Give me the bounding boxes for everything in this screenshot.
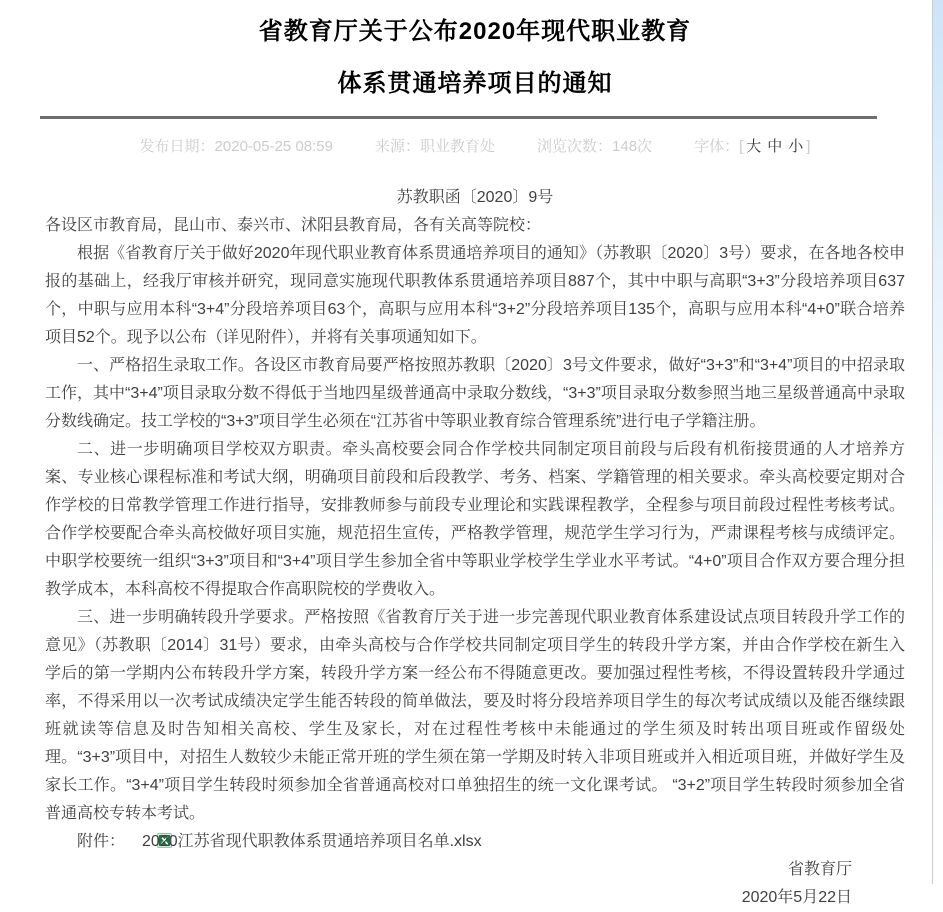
view-count xyxy=(537,135,652,156)
salutation: 各设区市教育局，昆山市、泰兴市、沭阳县教育局，各有关高等院校： xyxy=(45,217,542,234)
notice-title xyxy=(45,0,905,110)
signature-org: 省教育厅 xyxy=(787,861,852,878)
font-size-bracket-open: [ xyxy=(739,138,744,155)
title-line-1: 省教育厅关于公布2020年现代职业教育 xyxy=(258,18,692,45)
publish-date-value: 2020-05-25 08:59 xyxy=(214,138,333,155)
font-size-bracket-close: ] xyxy=(806,138,811,155)
source xyxy=(375,135,495,156)
page-edge-background xyxy=(932,0,943,884)
signature-date: 2020年5月22日 xyxy=(741,889,852,906)
attachment-label: 附件： xyxy=(77,833,126,850)
paragraph-section-1: 一、严格招生录取工作。各设区市教育局要严格按照苏教职〔2020〕3号文件要求，做好“3+3”和“3+4”项目的中招录取工作，其中“3+4”项目录取分数不得低于当地四星级普通高中录取分数线，“3+3”项目录取分数参照当地三星级普通高中录取分数线确定。技工学校的“3+3”项目学生必须在“江苏省中等职业教育综合管理系统”进行电子学籍注册。 xyxy=(45,357,905,430)
title-line-2: 体系贯通培养项目的通知 xyxy=(337,70,613,97)
font-size-small-button[interactable]: 小 xyxy=(788,138,804,155)
title-divider xyxy=(40,116,877,119)
document-body xyxy=(45,184,905,912)
font-size-control xyxy=(694,135,810,156)
meta-bar xyxy=(45,135,905,156)
excel-file-icon xyxy=(125,830,140,845)
publish-date-label: 发布日期： xyxy=(139,138,215,155)
attachment-filename[interactable]: 2020江苏省现代职教体系贯通培养项目名单.xlsx xyxy=(142,833,482,850)
attachment-row xyxy=(45,828,905,856)
paragraph-section-3: 三、进一步明确转段升学要求。严格按照《省教育厅关于进一步完善现代职业教育体系建设试点项目转段升学工作的意见》（苏教职〔2014〕31号）要求，由牵头高校与合作学校共同制定项目学生的转段升学方案，并由合作学校在新生入学后的第一学期内公布转段升学方案，转段升学方案一经公布不得随意更改。要加强过程性考核，不得设置转段升学通过率，不得采用以一次考试成绩决定学生能否转段的简单做法，要及时将分段培养项目学生的每次考试成绩以及能否继续跟班就读等信息及时告知相关高校、学生及家长，对在过程性考核中未能通过的学生须及时转出项目班或作留级处理。“3+3”项目中，对招生人数较少未能正常开班的学生须在第一学期及时转入非项目班或并入相近项目班，并做好学生及家长工作。“3+4”项目学生转段时须参加全省普通高校对口单独招生的统一文化课考试。 “3+2”项目学生转段时须参加全省普通高校专转本考试。 xyxy=(45,609,905,822)
signature-block xyxy=(45,856,905,912)
font-size-label: 字体： xyxy=(694,138,740,155)
paragraph-section-2: 二、进一步明确项目学校双方职责。牵头高校要会同合作学校共同制定项目前段与后段有机衔接贯通的人才培养方案、专业核心课程标准和考试大纲，明确项目前段和后段教学、考务、档案、学籍管理的相关要求。牵头高校要定期对合作学校的日常教学管理工作进行指导，安排教师参与前段专业理论和实践课程教学，全程参与项目前段过程性考核考试。合作学校要配合牵头高校做好项目实施，规范招生宣传，严格教学管理，规范学生学习行为，严肃课程考核与成绩评定。中职学校要统一组织“3+3”项目和“3+4”项目学生参加全省中等职业学校学生学业水平考试。“4+0”项目合作双方要合理分担教学成本，本科高校不得提取合作高职院校的学费收入。 xyxy=(45,441,905,598)
view-count-label: 浏览次数： xyxy=(537,138,613,155)
attachment-link[interactable] xyxy=(125,833,482,850)
source-value: 职业教育处 xyxy=(420,138,496,155)
document-number: 苏教职函〔2020〕9号 xyxy=(396,189,554,206)
font-size-large-button[interactable]: 大 xyxy=(746,138,762,155)
view-count-value: 148次 xyxy=(612,138,653,155)
source-label: 来源： xyxy=(374,138,420,155)
paragraph-intro: 根据《省教育厅关于做好2020年现代职业教育体系贯通培养项目的通知》（苏教职〔2020〕3号）要求，在各地各校申报的基础上，经我厅审核并研究，现同意实施现代职教体系贯通培养项目887个，其中中职与高职“3+3”分段培养项目637个，中职与应用本科“3+4”分段培养项目63个，高职与应用本科“3+2”分段培养项目135个，高职与应用本科“4+0”联合培养项目52个。现予以公布（详见附件），并将有关事项通知如下。 xyxy=(45,245,905,346)
publish-date xyxy=(140,135,333,156)
font-size-medium-button[interactable]: 中 xyxy=(767,138,783,155)
